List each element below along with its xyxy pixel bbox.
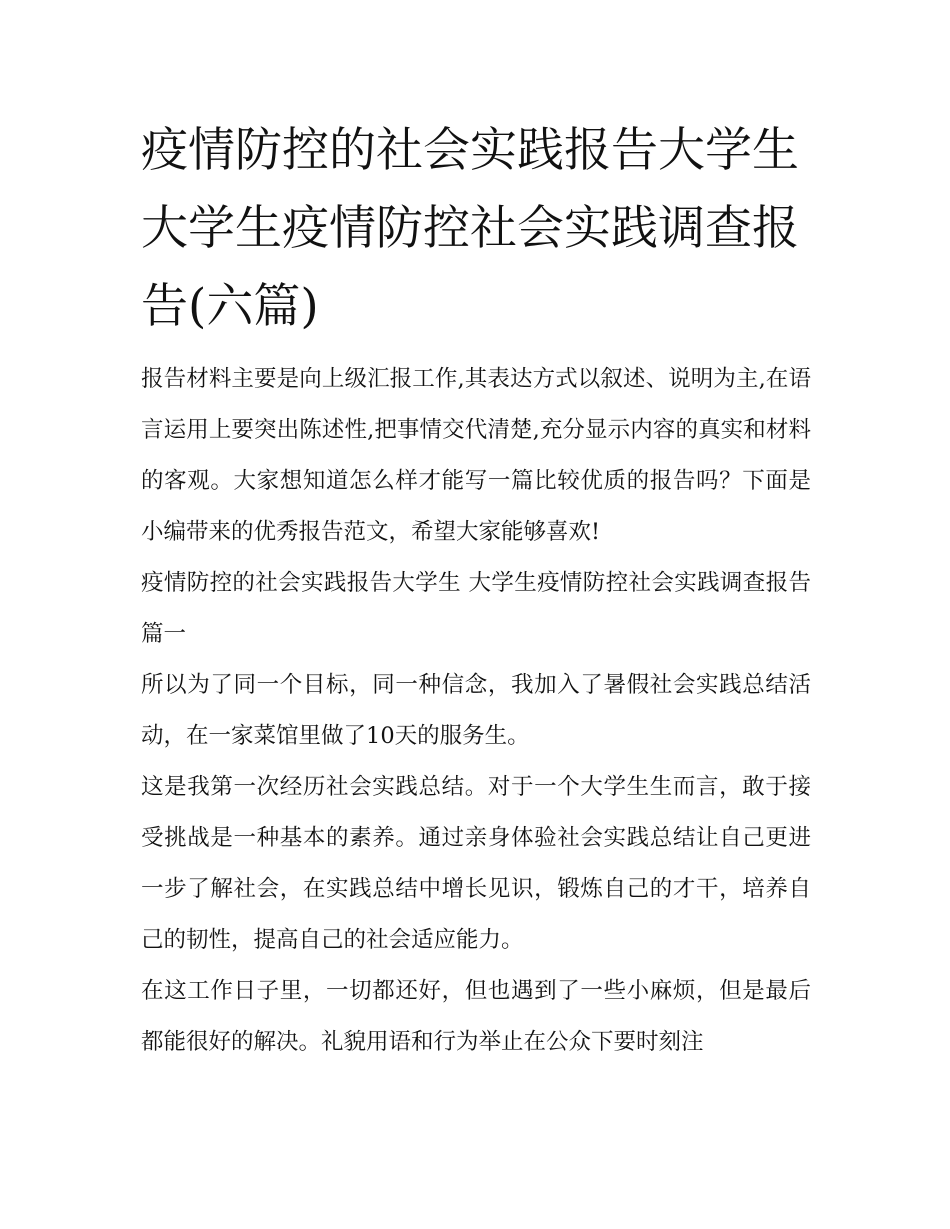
body-paragraph: 这是我第一次经历社会实践总结。对于一个大学生生而言，敢于接受挑战是一种基本的素养。通过亲身体验社会实践总结让自己更进一步了解社会，在实践总结中增长见识，锻炼自己的才干，培养自己的韧性，提高自己的社会适应能力。	[141, 774, 811, 953]
body-paragraph: 在这工作日子里，一切都还好，但也遇到了一些小麻烦，但是最后都能很好的解决。礼貌用语和行为举止在公众下要时刻注	[141, 978, 811, 1055]
section-heading: 疫情防控的社会实践报告大学生 大学生疫情防控社会实践调查报告篇一	[141, 570, 811, 647]
intro-paragraph: 报告材料主要是向上级汇报工作,其表达方式以叙述、说明为主,在语言运用上要突出陈述性,把事情交代清楚,充分显示内容的真实和材料的客观。大家想知道怎么样才能写一篇比较优质的报告吗？下面是小编带来的优秀报告范文，希望大家能够喜欢!	[141, 366, 811, 545]
body-paragraph: 所以为了同一个目标，同一种信念，我加入了暑假社会实践总结活动，在一家菜馆里做了10天的服务生。	[141, 672, 811, 749]
document-body	[141, 112, 811, 1068]
document-title: 疫情防控的社会实践报告大学生 大学生疫情防控社会实践调查报告(六篇)	[141, 123, 799, 334]
